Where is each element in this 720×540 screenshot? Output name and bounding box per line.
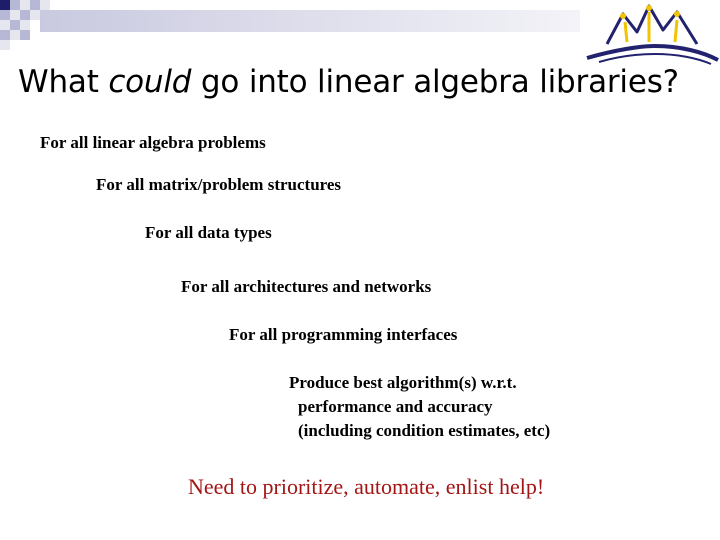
bullet-matrix-problem-structures: For all matrix/problem structures: [96, 175, 342, 194]
bullet-best-algorithm: Produce best algorithm(s) w.r.t.: [289, 373, 517, 392]
checkered-squares-pattern-icon: [0, 0, 600, 50]
bullet-data-types: For all data types: [145, 223, 272, 242]
title-suffix: go into linear algebra libraries?: [191, 64, 679, 100]
bullet-programming-interfaces: For all programming interfaces: [229, 325, 458, 344]
slide-title: [18, 64, 679, 100]
bullet-architectures-networks: For all architectures and networks: [181, 277, 432, 296]
bullet-best-algorithm-cont-2: (including condition estimates, etc): [298, 421, 551, 440]
title-prefix: What: [18, 64, 109, 100]
mountain-logo-icon: [585, 2, 720, 72]
title-emphasis: could: [108, 64, 192, 100]
callout-text: Need to prioritize, automate, enlist help!: [188, 474, 545, 499]
bullet-linear-algebra-problems: For all linear algebra problems: [40, 133, 266, 152]
bullet-best-algorithm-cont: performance and accuracy: [298, 397, 493, 416]
